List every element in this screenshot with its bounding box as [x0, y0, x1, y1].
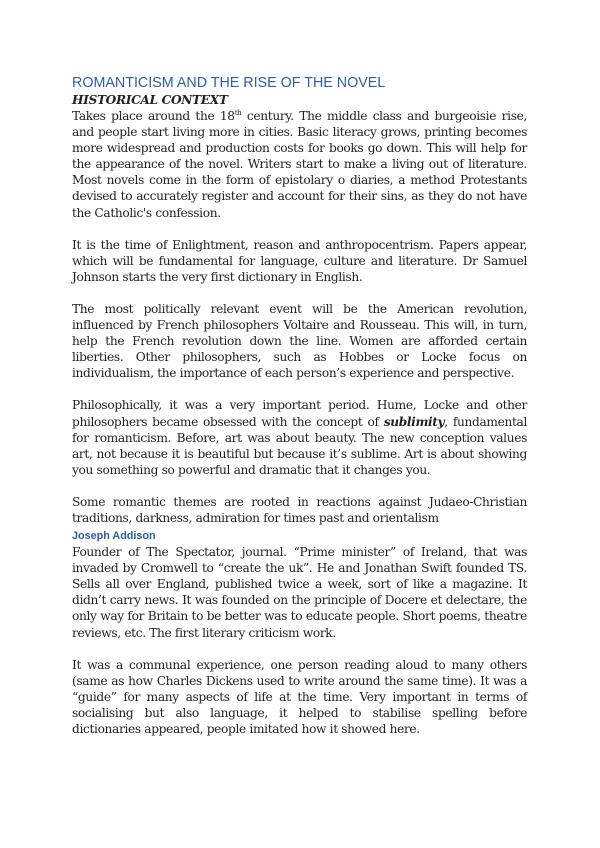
paragraph-enlightenment: It is the time of Enlightment, reason and anthropocentrism. Papers appear, which will be fundamental for language, culture and literature. Dr Samuel Johnson starts the very first dictionary in English.	[72, 237, 527, 284]
emphasized-term: sublimity	[383, 414, 445, 429]
paragraph-text: , fundamental for romanticism. Before, art was about beauty. The new conception values art, not because it is beautiful but because it’s sublime. Art is about showing you something so powerful and dramatic that it changes you.	[72, 414, 527, 477]
document-page	[72, 74, 527, 753]
paragraph-sublimity	[72, 397, 527, 477]
paragraph-18th-century	[72, 108, 527, 221]
paragraph-text: Takes place around the 18	[72, 109, 235, 123]
joseph-addison-heading: Joseph Addison	[72, 530, 156, 543]
paragraph-text: Philosophically, it was a very important period. Hume, Locke and other philosophers became obsessed with the concept of	[72, 398, 527, 429]
paragraph-spectator: Founder of The Spectator, journal. “Prime minister” of Ireland, that was invaded by Cromwell to “create the uk”. He and Jonathan Swift founded TS. Sells all over England, published twice a week, sort of like a magazine. It didn’t carry news. It was founded on the principle of Docere et delectare, the only way for Britain to be better was to educate people. Short poems, theatre reviews, etc. The first literary criticism work.	[72, 545, 527, 640]
ordinal-superscript: th	[234, 109, 242, 117]
document-title: ROMANTICISM AND THE RISE OF THE NOVEL	[72, 75, 386, 91]
historical-context-heading: HISTORICAL CONTEXT	[72, 93, 228, 107]
paragraph-american-revolution: The most politically relevant event will be the American revolution, influenced by French philosophers Voltaire and Rousseau. This will, in turn, help the French revolution down the line. Women are afforded certain liberties. Other philosophers, such as Hobbes or Locke focus on individualism, the importance of each person’s experience and perspective.	[72, 301, 527, 381]
paragraph-romantic-themes: Some romantic themes are rooted in reactions against Judaeo-Christian traditions, darkness, admiration for times past and orientalism	[72, 494, 527, 525]
paragraph-communal-experience: It was a communal experience, one person reading aloud to many others (same as how Charles Dickens used to write around the same time). It was a “guide” for many aspects of life at the time. Very important in terms of socialising but also language, it helped to stabilise spelling before dictionaries appeared, people imitated how it showed here.	[72, 657, 527, 736]
paragraph-text: century. The middle class and burgeoisie rise, and people start living more in cities. Basic literacy grows, printing becomes more widespread and production costs for books go down. This will help for the appearance of the novel. Writers start to make a living out of literature. Most novels come in the form of epistolary o diaries, a method Protestants devised to accurately register and account for their sins, as they do not have the Catholic's confession.	[72, 109, 527, 220]
